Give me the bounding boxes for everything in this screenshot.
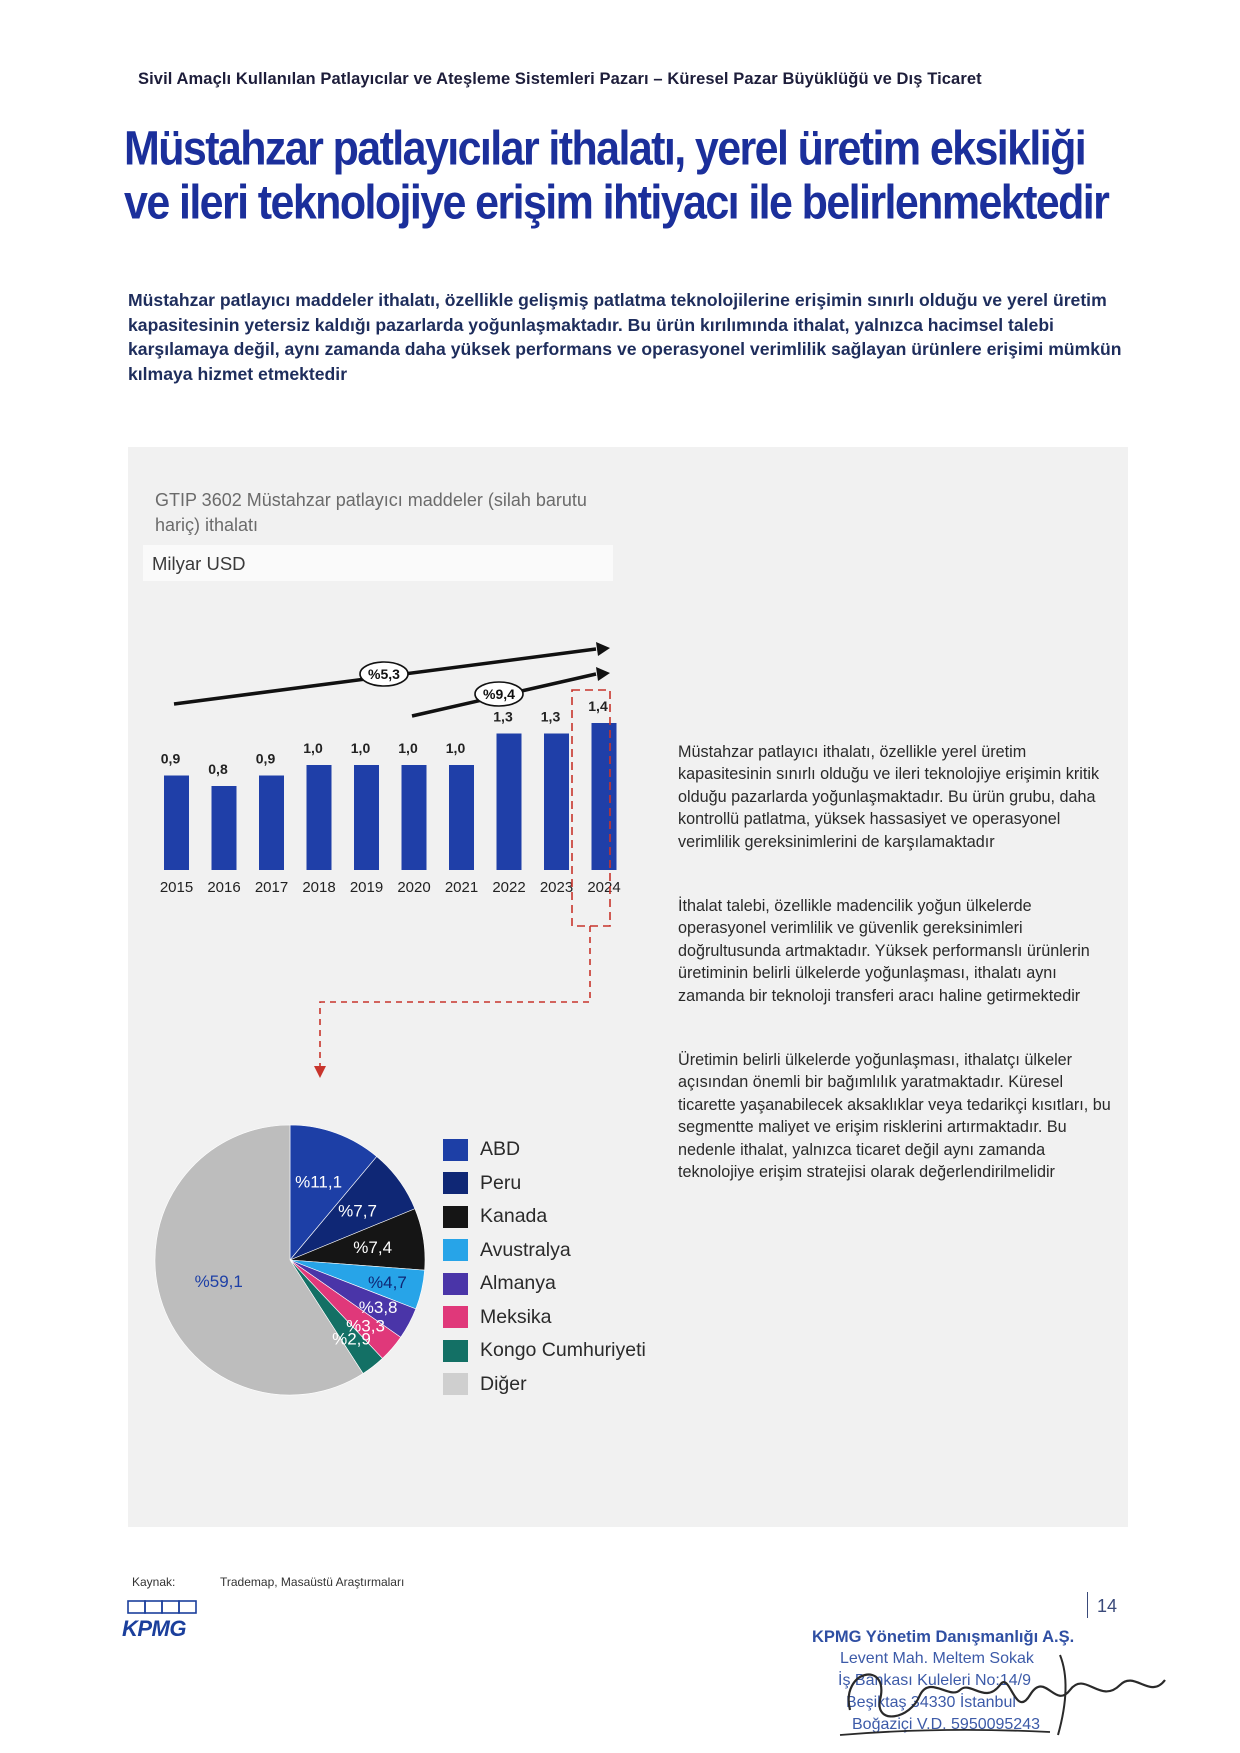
bar-value-label: 1,0 bbox=[303, 740, 323, 756]
bar-2022 bbox=[497, 734, 522, 871]
legend-label: Diğer bbox=[480, 1372, 527, 1395]
source-label: Kaynak: bbox=[132, 1575, 176, 1589]
x-tick-label: 2020 bbox=[397, 879, 431, 896]
lead-paragraph: Müstahzar patlayıcı maddeler ithalatı, özellikle gelişmiş patlatma teknolojilerine erişimin sınırlı olduğu ve yerel üretim kapasitesinin yetersiz kaldığı pazarlarda yoğunlaşmaktadır. Bu ürün kırılımında ithalat, yalnızca hacimsel talebi karşılamaya değil, aynı zamanda daha yüksek performans ve operasyonel verimlilik sağlayan ürünlere erişimi mümkün kılmaya hizmet etmektedir bbox=[128, 290, 1122, 384]
pie-value-label: %3,3 bbox=[346, 1316, 385, 1336]
bar-2020 bbox=[402, 765, 427, 870]
legend-swatch bbox=[443, 1373, 468, 1395]
legend-label: Kanada bbox=[480, 1205, 548, 1228]
stamp-line: Boğaziçi V.D. 5950095243 bbox=[852, 1716, 1040, 1733]
bar-2024 bbox=[592, 723, 617, 870]
legend-item bbox=[443, 1167, 703, 1201]
x-tick-label: 2016 bbox=[207, 879, 241, 896]
kpmg-logo bbox=[122, 1600, 208, 1641]
bar-2018 bbox=[307, 765, 332, 870]
stamp-company: KPMG Yönetim Danışmanlığı A.Ş. bbox=[812, 1628, 1075, 1646]
x-tick-label: 2015 bbox=[159, 879, 194, 896]
legend-swatch bbox=[443, 1306, 468, 1328]
pie-value-label: %7,4 bbox=[353, 1237, 393, 1257]
legend-item bbox=[443, 1133, 703, 1167]
legend-item bbox=[443, 1301, 703, 1335]
bar-value-label: 1,0 bbox=[398, 740, 418, 756]
growth-arrow-long-head bbox=[596, 642, 610, 656]
pie-value-label: %11,1 bbox=[295, 1172, 343, 1192]
bar-value-label: 0,9 bbox=[160, 750, 181, 767]
signature bbox=[820, 1640, 1180, 1750]
source-text: Trademap, Masaüstü Araştırmaları bbox=[220, 1575, 405, 1589]
legend-label: Meksika bbox=[480, 1305, 552, 1328]
legend-label: Kongo Cumhuriyeti bbox=[480, 1339, 646, 1362]
legend-item bbox=[443, 1334, 703, 1368]
legend-label: ABD bbox=[480, 1138, 521, 1161]
legend-label: Almanya bbox=[480, 1272, 556, 1295]
pie-legend bbox=[443, 1133, 703, 1401]
legend-item bbox=[443, 1234, 703, 1268]
bar-value-label: 1,3 bbox=[540, 708, 561, 725]
bar-value-label: 0,8 bbox=[208, 761, 228, 777]
kpmg-logo-boxes bbox=[122, 1600, 208, 1614]
bar-2015 bbox=[164, 776, 189, 871]
bar-value-label: 1,0 bbox=[445, 740, 466, 756]
x-tick-label: 2017 bbox=[254, 879, 289, 896]
stamp-line: Beşiktaş 34330 İstanbul bbox=[846, 1694, 1016, 1711]
page-title: Müstahzar patlayıcılar ithalatı, yerel üretim eksikliği ve ileri teknolojiye erişim ihtiyacı ile belirlenmektedir bbox=[124, 122, 1109, 230]
stamp-line: Levent Mah. Meltem Sokak bbox=[840, 1650, 1034, 1667]
pie-value-label: %2,9 bbox=[332, 1329, 371, 1349]
growth-label-long: %5,3 bbox=[368, 666, 400, 682]
legend-label: Avustralya bbox=[480, 1238, 571, 1261]
legend-swatch bbox=[443, 1139, 468, 1161]
kpmg-logo-text: KPMG bbox=[122, 1616, 186, 1641]
side-paragraph-3: Üretimin belirli ülkelerde yoğunlaşması, ithalatçı ülkeler açısından önemli bir bağımlılık yaratmaktadır. Küresel ticarette yaşanabilecek aksaklıklar veya tedarikçi kısıtları, bu segmentte maliyet ve erişim risklerini artırmaktadır. Bu nedenle ithalat, yalnızca ticaret değil aynı zamanda teknolojiye erişim stratejisi olarak değerlendirilmelidir bbox=[678, 1051, 1111, 1182]
bar-2021 bbox=[449, 765, 474, 870]
page-number-divider bbox=[1087, 1592, 1088, 1618]
x-tick-label: 2022 bbox=[492, 879, 526, 896]
bar-value-label: 1,3 bbox=[493, 708, 513, 725]
pie-chart bbox=[140, 1120, 440, 1420]
legend-swatch bbox=[443, 1273, 468, 1295]
stamp-line: İş Bankası Kuleleri No:14/9 bbox=[838, 1672, 1031, 1689]
x-tick-label: 2019 bbox=[349, 879, 384, 896]
side-paragraph-1: Müstahzar patlayıcı ithalatı, özellikle yerel üretim kapasitesinin sınırlı olduğu ve ileri teknolojiye erişimin kritik olduğu pazarlarda yoğunlaşmaktadır. Bu ürün grubu, daha kontrollü patlatma, yüksek hassasiyet ve operasyonel verimlilik gereksinimlerini de karşılamaktadır bbox=[678, 743, 1100, 851]
bar-2019 bbox=[354, 765, 379, 870]
legend-swatch bbox=[443, 1340, 468, 1362]
growth-label-short: %9,4 bbox=[483, 686, 515, 702]
x-tick-label: 2024 bbox=[587, 879, 621, 896]
running-header: Sivil Amaçlı Kullanılan Patlayıcılar ve Ateşleme Sistemleri Pazarı – Küresel Pazar Büyüklüğü ve Dış Ticaret bbox=[138, 70, 982, 88]
x-tick-label: 2023 bbox=[539, 879, 574, 896]
pie-value-label: %7,7 bbox=[338, 1201, 377, 1221]
pie-value-label: %59,1 bbox=[194, 1271, 243, 1291]
bar-2016 bbox=[212, 786, 237, 870]
side-paragraph-2: İthalat talebi, özellikle madencilik yoğun ülkelerde operasyonel verimlilik ve güvenlik gereksinimleri doğrultusunda artmaktadır. Yüksek performanslı ürünlerin üretiminin belirli ülkelerde yoğunlaşması, ithalatı aynı zamanda bir teknoloji transferi aracı haline getirmektedir bbox=[678, 897, 1090, 1005]
x-tick-label: 2018 bbox=[302, 879, 336, 896]
legend-item bbox=[443, 1368, 703, 1402]
legend-swatch bbox=[443, 1239, 468, 1261]
bar-chart-title: GTIP 3602 Müstahzar patlayıcı maddeler (silah barutu hariç) ithalatı bbox=[155, 490, 587, 535]
pie-value-label: %3,8 bbox=[358, 1298, 398, 1318]
connector-arrow bbox=[310, 926, 610, 1091]
legend-swatch bbox=[443, 1206, 468, 1228]
bar-chart bbox=[140, 630, 640, 930]
bar-value-label: 1,0 bbox=[350, 740, 371, 756]
legend-swatch bbox=[443, 1172, 468, 1194]
bar-value-label: 0,9 bbox=[255, 750, 276, 767]
pie-value-label: %4,7 bbox=[368, 1273, 407, 1293]
legend-label: Peru bbox=[480, 1171, 522, 1194]
page-number: 14 bbox=[1097, 1596, 1118, 1616]
legend-item bbox=[443, 1267, 703, 1301]
x-tick-label: 2021 bbox=[444, 879, 479, 896]
bar-2017 bbox=[259, 776, 284, 871]
bar-chart-unit: Milyar USD bbox=[152, 553, 246, 574]
bar-2023 bbox=[544, 734, 569, 871]
growth-arrow-short-head bbox=[596, 667, 610, 681]
bar-value-label: 1,4 bbox=[588, 698, 608, 714]
legend-item bbox=[443, 1200, 703, 1234]
